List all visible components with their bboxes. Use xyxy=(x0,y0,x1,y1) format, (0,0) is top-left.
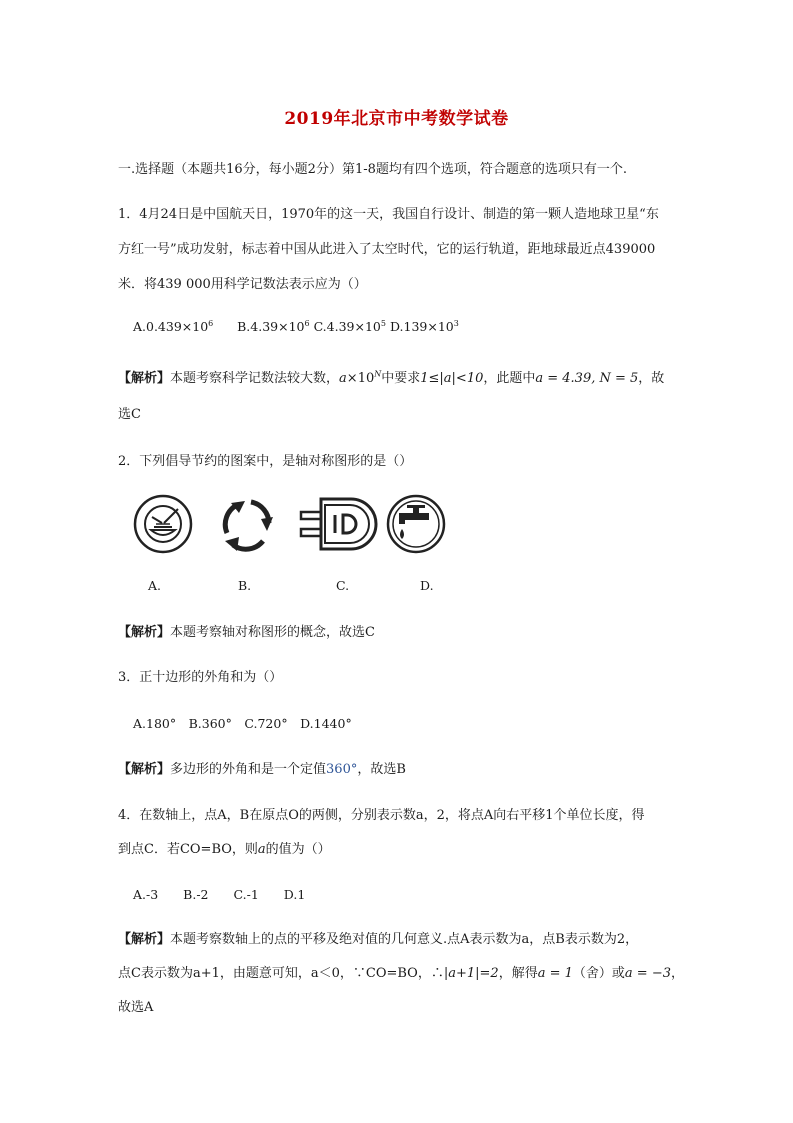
power-plug-icon xyxy=(299,493,381,555)
q2-label-a: A. xyxy=(148,578,162,593)
q2-line1: 2．下列倡导节约的图案中，是轴对称图形的是（） xyxy=(118,454,413,469)
q4-analysis: 【解析】本题考察数轴上的点的平移及绝对值的几何意义.点A表示数为a，点B表示数为2， xyxy=(118,932,639,947)
q4-line1: 4．在数轴上，点A，B在原点O的两侧，分别表示数a，2，将点A向右平移1个单位长度，得 xyxy=(118,808,645,823)
q2-analysis: 【解析】本题考察轴对称图形的概念，故选C xyxy=(118,625,375,640)
q4-options: A.-3 B.-2 C.-1 D.1 xyxy=(133,887,306,902)
analysis-tag: 【解析】 xyxy=(118,932,171,947)
q1-option-c: $C.4.39\times 10^5$ xyxy=(313,318,386,334)
q4-line2: 到点C．若CO=BO，则a的值为（） xyxy=(118,842,331,857)
q4-analysis-line2: 点C表示数为a+1，由题意可知，a＜0，∵CO=BO，∴|a+1|=2，解得a = 1（舍）或a = −3， xyxy=(118,966,684,981)
q1-line3: 米．将439 000用科学记数法表示应为（） xyxy=(118,277,367,292)
q4-analysis-line3: 故选A xyxy=(118,1000,154,1015)
q1-option-a: $A.0.439\times 10^6$ xyxy=(133,318,214,334)
food-bowl-icon xyxy=(132,493,194,555)
page-title: 2019年北京市中考数学试卷 xyxy=(284,109,509,129)
q3-options: A.180° B.360° C.720° D.1440° xyxy=(133,716,352,731)
recycle-arrows-icon xyxy=(215,493,277,555)
analysis-tag: 【解析】 xyxy=(118,625,171,640)
q2-label-c: C. xyxy=(336,578,350,593)
q1-option-b: $B.4.39\times 10^6$ xyxy=(237,318,310,334)
q1-analysis-line2: 选C xyxy=(118,407,141,422)
q3-line1: 3．正十边形的外角和为（） xyxy=(118,670,283,685)
water-tap-icon xyxy=(385,493,447,555)
q3-analysis: 【解析】多边形的外角和是一个定值360°，故选B xyxy=(118,762,406,777)
q1-option-d: $D.139\times 10^3$ xyxy=(389,318,459,334)
analysis-tag: 【解析】 xyxy=(118,762,171,777)
q1-options xyxy=(133,317,459,337)
q1-analysis: 【解析】本题考察科学记数法较大数，$a\times 10^N$中要求1≤|a|<10，此题中a = 4.39, N = 5，故 xyxy=(118,369,665,386)
analysis-tag: 【解析】 xyxy=(118,371,171,386)
q2-label-b: B. xyxy=(238,578,252,593)
section-heading: 一.选择题（本题共16分，每小题2分）第1-8题均有四个选项，符合题意的选项只有一个. xyxy=(118,162,628,177)
q2-label-d: D. xyxy=(420,578,434,593)
q1-line2: 方红一号”成功发射，标志着中国从此进入了太空时代，它的运行轨道，距地球最近点439000 xyxy=(118,242,656,257)
q1-line1: 1．4月24日是中国航天日，1970年的这一天，我国自行设计、制造的第一颗人造地球卫星“东 xyxy=(118,207,659,222)
